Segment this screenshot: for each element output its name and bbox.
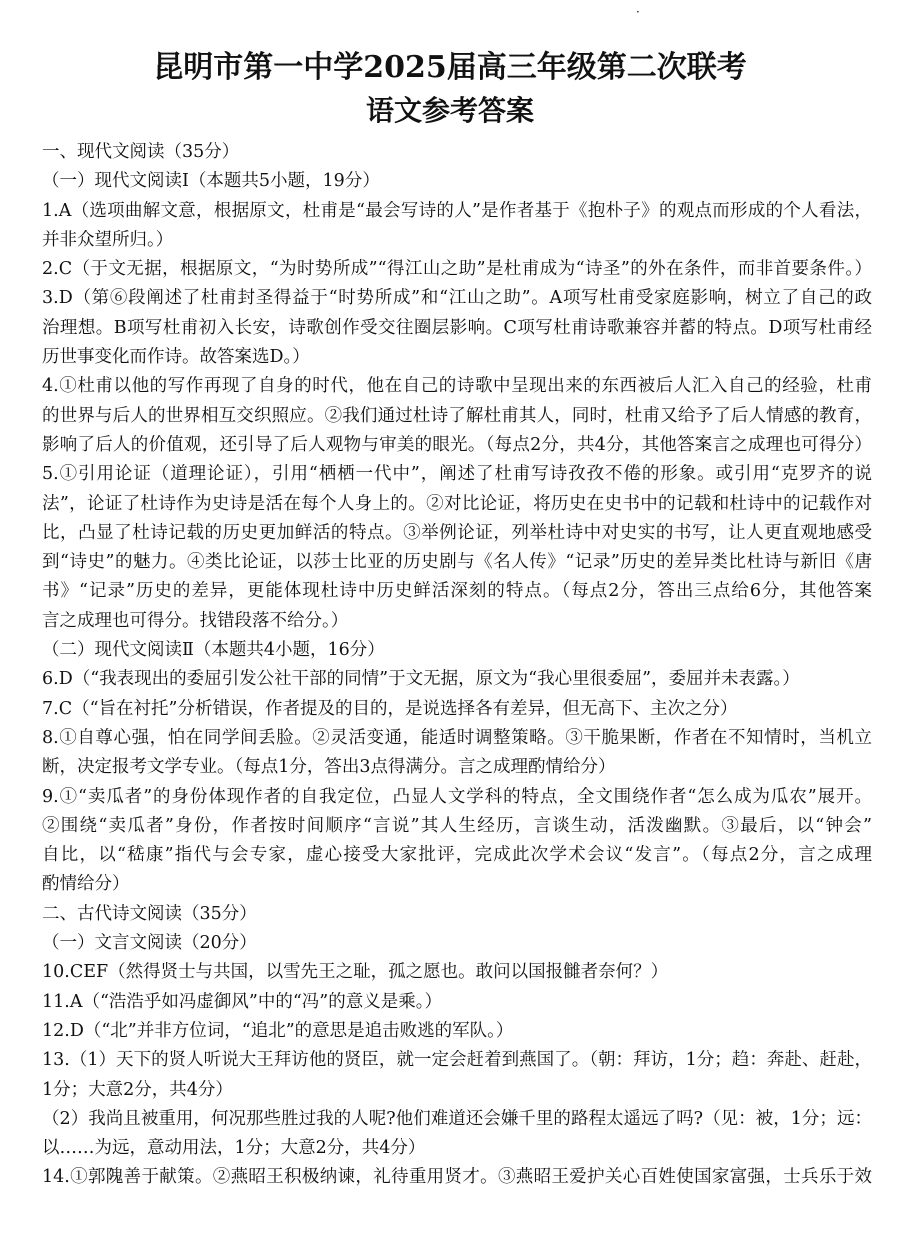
answer-line: 5.①引用论证（道理论证），引用“栖栖一代中”，阐述了杜甫写诗孜孜不倦的形象。或引用“克罗齐的说 <box>42 464 872 485</box>
answer-line: 1分；大意2分，共4分） <box>42 1079 233 1100</box>
answer-line: 6.D（“我表现出的委屈引发公社干部的同情”于文无据，原文为“我心里很委屈”，委屈并未表露。） <box>42 669 800 690</box>
answer-line: 断，决定报考文学专业。（每点1分，答出3点得满分。言之成理酌情给分） <box>42 757 616 778</box>
answer-line: ②围绕“卖瓜者”身份，作者按时间顺序“言说”其人生经历，言谈生动，活泼幽默。③最后，以“钟会” <box>42 815 872 836</box>
answer-body <box>42 138 872 1193</box>
answer-line: 言之成理也可得分。找错段落不给分。） <box>42 610 349 631</box>
page-subtitle: 语文参考答案 <box>365 94 534 127</box>
answer-line: 4.①杜甫以他的写作再现了自身的时代，他在自己的诗歌中呈现出来的东西被后人汇入自己的经验，杜甫 <box>42 376 872 397</box>
answer-line: 并非众望所归。） <box>42 229 174 250</box>
answer-line: 法”，论证了杜诗作为史诗是活在每个人身上的。②对比论证，将历史在史书中的记载和杜诗中的记载作对 <box>42 493 872 514</box>
answer-line: 以……为远，意动用法，1分；大意2分，共4分） <box>42 1138 426 1159</box>
answer-line: 二、古代诗文阅读（35分） <box>42 903 257 924</box>
answer-line: 自比，以“嵇康”指代与会专家，虚心接受大家批评，完成此次学术会议“发言”。（每点2分，言之成理 <box>42 845 872 866</box>
answer-line: 比，凸显了杜诗记载的历史更加鲜活的特点。③举例论证，列举杜诗中对史实的书写，让人更直观地感受 <box>42 522 872 543</box>
answer-line: （一）文言文阅读（20分） <box>42 933 257 954</box>
page-title: 昆明市第一中学2025届高三年级第二次联考 <box>153 50 747 85</box>
answer-line: 7.C（“旨在衬托”分析错误，作者提及的目的，是说选择各有差异，但无高下、主次之分） <box>42 698 738 719</box>
answer-line: 的世界与后人的世界相互交织照应。②我们通过杜诗了解杜甫其人，同时，杜甫又给予了后人情感的教育， <box>42 405 872 426</box>
answer-line: 到“诗史”的魅力。④类比论证，以莎士比亚的历史剧与《名人传》“记录”历史的差异类比杜诗与新旧《唐 <box>42 552 872 573</box>
answer-line: 9.①“卖瓜者”的身份体现作者的自我定位，凸显人文学科的特点，全文围绕作者“怎么成为瓜农”展开。 <box>42 786 872 807</box>
answer-line: 14.①郭隗善于献策。②燕昭王积极纳谏，礼待重用贤才。③燕昭王爱护关心百姓使国家富强，士兵乐于效 <box>42 1167 872 1188</box>
answer-line: 13.（1）天下的贤人听说大王拜访他的贤臣，就一定会赶着到燕国了。（朝：拜访，1分；趋：奔赴、赶赴， <box>42 1050 872 1071</box>
answer-line: 3.D（第⑥段阐述了杜甫封圣得益于“时势所成”和“江山之助”。A项写杜甫受家庭影响，树立了自己的政 <box>42 288 872 309</box>
answer-line: 8.①自尊心强，怕在同学间丢脸。②灵活变通，能适时调整策略。③干脆果断，作者在不知情时，当机立 <box>42 727 872 748</box>
answer-line: 10.CEF（然得贤士与共国，以雪先王之耻，孤之愿也。敢问以国报雠者奈何？） <box>42 962 669 983</box>
answer-line: 11.A（“浩浩乎如冯虚御风”中的“冯”的意义是乘。） <box>42 991 443 1012</box>
answer-line: 酌情给分） <box>42 874 130 895</box>
answer-line: （2）我尚且被重用，何况那些胜过我的人呢?他们难道还会嫌千里的路程太遥远了吗?（见：被，1分；远： <box>42 1108 872 1129</box>
answer-line: 12.D（“北”并非方位词，“追北”的意思是追击败逃的军队。） <box>42 1020 514 1041</box>
answer-line: 影响了后人的价值观，还引导了后人观物与审美的眼光。（每点2分，共4分，其他答案言之成理也可得分） <box>42 434 872 455</box>
answer-line: 治理想。B项写杜甫初入长安，诗歌创作受交往圈层影响。C项写杜甫诗歌兼容并蓄的特点。D项写杜甫经 <box>42 317 872 338</box>
answer-line: 历世事变化而作诗。故答案选D。） <box>42 347 310 368</box>
answer-line: （一）现代文阅读Ⅰ（本题共5小题，19分） <box>42 171 380 192</box>
answer-line: 1.A（选项曲解文意，根据原文，杜甫是“最会写诗的人”是作者基于《抱朴子》的观点而形成的个人看法， <box>42 200 872 221</box>
answer-line: （二）现代文阅读Ⅱ（本题共4小题，16分） <box>42 640 385 661</box>
answer-line: 一、现代文阅读（35分） <box>42 142 240 162</box>
answer-line: 书》“记录”历史的差异，更能体现杜诗中历史鲜活深刻的特点。（每点2分，答出三点给6分，其他答案 <box>42 581 872 602</box>
corner-mark: · <box>636 5 640 19</box>
answer-line: 2.C（于文无据，根据原文，“为时势所成”“得江山之助”是杜甫成为“诗圣”的外在条件，而非首要条件。） <box>42 259 872 280</box>
